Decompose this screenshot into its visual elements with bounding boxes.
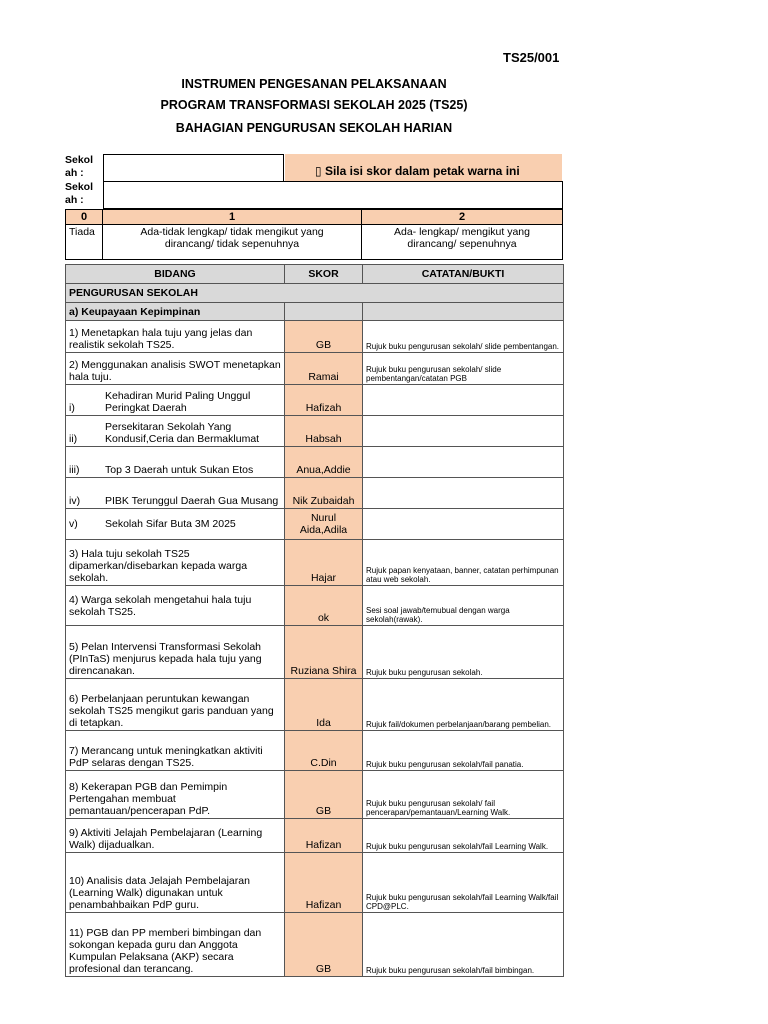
table-row	[66, 321, 564, 353]
score-cell[interactable]: Ruziana Shira	[285, 626, 363, 679]
sub-criterion-text: PIBK Terunggul Daerah Gua Musang	[105, 495, 279, 507]
section-title: PENGURUSAN SEKOLAH	[66, 284, 564, 303]
evidence-note: Rujuk buku pengurusan sekolah/ fail pencerapan/pemantauan/Learning Walk.	[363, 771, 564, 819]
score-instruction: ▯ Sila isi skor dalam petak warna ini	[285, 154, 562, 182]
sub-criterion-number: i)	[69, 402, 75, 414]
table-row	[66, 353, 564, 385]
score-cell[interactable]: Hafizan	[285, 819, 363, 853]
title-line-3: BAHAGIAN PENGURUSAN SEKOLAH HARIAN	[175, 121, 453, 135]
score-cell[interactable]: Nurul Aida,Adila	[285, 509, 363, 540]
evidence-note: Rujuk buku pengurusan sekolah/fail Learning Walk/fail CPD@PLC.	[363, 853, 564, 913]
evidence-note	[363, 509, 564, 540]
criterion-text: 2) Menggunakan analisis SWOT menetapkan hala tuju.	[66, 353, 285, 385]
evidence-note: Rujuk buku pengurusan sekolah/ slide pembentangan.	[363, 321, 564, 353]
score-1-desc: Ada-tidak lengkap/ tidak mengikut yang dirancang/ tidak sepenuhnya	[102, 224, 362, 260]
sub-criterion-number: ii)	[69, 433, 78, 445]
score-0-desc: Tiada	[65, 224, 103, 260]
sub-criterion	[66, 509, 285, 540]
evidence-note	[363, 478, 564, 509]
title-line-2: PROGRAM TRANSFORMASI SEKOLAH 2025 (TS25)	[160, 98, 468, 112]
sub-criterion-text: Kehadiran Murid Paling Unggul Peringkat Daerah	[105, 390, 251, 414]
criterion-text: 3) Hala tuju sekolah TS25 dipamerkan/disebarkan kepada warga sekolah.	[66, 540, 285, 586]
sub-criterion	[66, 416, 285, 447]
table-row	[66, 853, 564, 913]
score-cell[interactable]: GB	[285, 321, 363, 353]
score-cell[interactable]: ok	[285, 586, 363, 626]
criterion-text: 8) Kekerapan PGB dan Pemimpin Pertengahan membuat pemantauan/pencerapan PdP.	[66, 771, 285, 819]
criterion-text: 7) Merancang untuk meningkatkan aktiviti PdP selaras dengan TS25.	[66, 731, 285, 771]
subsection-title: a) Keupayaan Kepimpinan	[66, 303, 285, 321]
score-cell[interactable]: Hajar	[285, 540, 363, 586]
table-row	[66, 509, 564, 540]
criterion-text: 9) Aktiviti Jelajah Pembelajaran (Learning Walk) dijadualkan.	[66, 819, 285, 853]
score-cell[interactable]: Ramai	[285, 353, 363, 385]
sub-criterion-text: Top 3 Daerah untuk Sukan Etos	[105, 464, 254, 476]
sub-criterion-number: iv)	[69, 495, 81, 507]
table-row	[66, 478, 564, 509]
evidence-note: Rujuk buku pengurusan sekolah.	[363, 626, 564, 679]
sub-criterion-text: Persekitaran Sekolah Yang Kondusif,Ceria dan Bermaklumat	[105, 421, 260, 445]
evidence-note	[363, 447, 564, 478]
evidence-note	[363, 385, 564, 416]
school-name-input-2[interactable]	[103, 181, 563, 209]
sub-criterion	[66, 478, 285, 509]
table-row	[66, 385, 564, 416]
table-row	[66, 540, 564, 586]
table-row	[66, 416, 564, 447]
criterion-text: 6) Perbelanjaan peruntukan kewangan sekolah TS25 mengikut garis panduan yang di tetapkan.	[66, 679, 285, 731]
criterion-text: 1) Menetapkan hala tuju yang jelas dan realistik sekolah TS25.	[66, 321, 285, 353]
table-row	[66, 819, 564, 853]
evidence-note: Rujuk fail/dokumen perbelanjaan/barang pembelian.	[363, 679, 564, 731]
score-1-label: 1	[102, 209, 362, 225]
score-cell[interactable]: GB	[285, 771, 363, 819]
table-row	[66, 586, 564, 626]
score-2-label: 2	[361, 209, 563, 225]
subsection-skor-cell	[285, 303, 363, 321]
score-cell[interactable]: Hafizan	[285, 853, 363, 913]
score-cell[interactable]: Habsah	[285, 416, 363, 447]
column-header-bidang: BIDANG	[66, 265, 285, 284]
table-row	[66, 731, 564, 771]
table-row	[66, 771, 564, 819]
sub-criterion-text: Sekolah Sifar Buta 3M 2025	[105, 518, 236, 530]
score-0-label: 0	[65, 209, 103, 225]
column-header-skor: SKOR	[285, 265, 363, 284]
column-header-catatan: CATATAN/BUKTI	[363, 265, 564, 284]
sub-criterion	[66, 385, 285, 416]
criterion-text: 10) Analisis data Jelajah Pembelajaran (Learning Walk) digunakan untuk penambahbaikan PdP guru.	[66, 853, 285, 913]
subsection-note-cell	[363, 303, 564, 321]
sub-criterion-number: iii)	[69, 464, 80, 476]
criterion-text: 11) PGB dan PP memberi bimbingan dan sokongan kepada guru dan Anggota Kumpulan Pelaksana (AKP) secara profesional dan terancang.	[66, 913, 285, 977]
evidence-note: Rujuk buku pengurusan sekolah/fail Learning Walk.	[363, 819, 564, 853]
score-cell[interactable]: Nik Zubaidah	[285, 478, 363, 509]
school-name-input-1[interactable]	[103, 154, 284, 182]
score-cell[interactable]: Hafizah	[285, 385, 363, 416]
score-cell[interactable]: Ida	[285, 679, 363, 731]
sub-criterion	[66, 447, 285, 478]
title-line-1: INSTRUMEN PENGESANAN PELAKSANAAN	[181, 77, 447, 91]
criterion-text: 5) Pelan Intervensi Transformasi Sekolah (PInTaS) menjurus kepada hala tuju yang direncanakan.	[66, 626, 285, 679]
table-row	[66, 679, 564, 731]
evidence-note	[363, 416, 564, 447]
evidence-note: Rujuk buku pengurusan sekolah/fail bimbingan.	[363, 913, 564, 977]
evidence-note: Rujuk buku pengurusan sekolah/fail panatia.	[363, 731, 564, 771]
score-cell[interactable]: GB	[285, 913, 363, 977]
evidence-note: Rujuk papan kenyataan, banner, catatan perhimpunan atau web sekolah.	[363, 540, 564, 586]
evidence-note: Rujuk buku pengurusan sekolah/ slide pembentangan/catatan PGB	[363, 353, 564, 385]
sub-criterion-number: v)	[69, 518, 78, 530]
document-code: TS25/001	[503, 50, 560, 65]
table-row	[66, 447, 564, 478]
school-label-1: Sekol ah :	[65, 154, 94, 179]
school-label-2: Sekol ah :	[65, 181, 94, 206]
table-row	[66, 626, 564, 679]
evidence-note: Sesi soal jawab/temubual dengan warga sekolah(rawak).	[363, 586, 564, 626]
score-cell[interactable]: Anua,Addie	[285, 447, 363, 478]
score-cell[interactable]: C.Din	[285, 731, 363, 771]
criterion-text: 4) Warga sekolah mengetahui hala tuju sekolah TS25.	[66, 586, 285, 626]
score-2-desc: Ada- lengkap/ mengikut yang dirancang/ sepenuhnya	[361, 224, 563, 260]
table-row	[66, 913, 564, 977]
assessment-table	[65, 264, 564, 977]
